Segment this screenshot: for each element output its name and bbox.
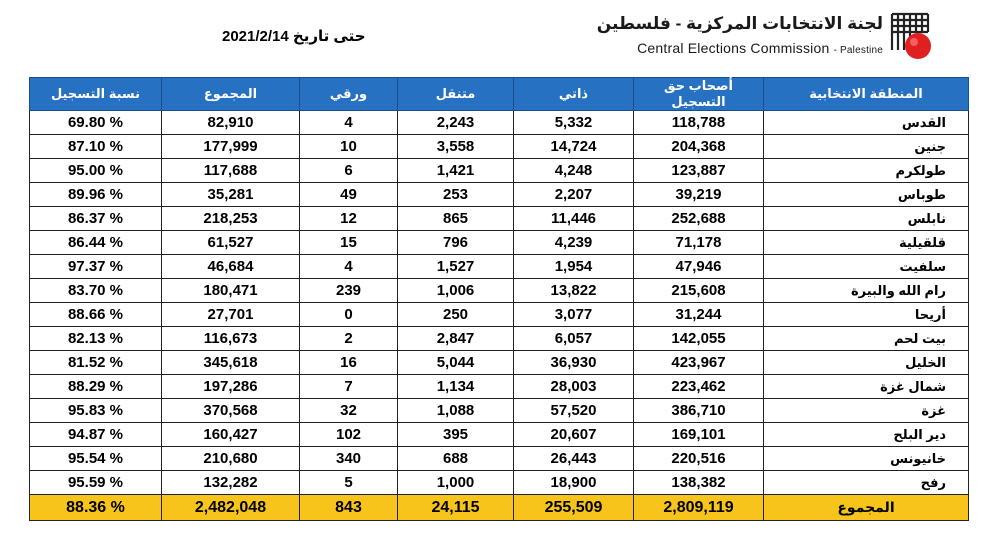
cell-paper: 239 [300, 279, 398, 303]
cell-self: 11,446 [514, 207, 634, 231]
cell-eligible: 386,710 [634, 399, 764, 423]
table-row [30, 447, 969, 471]
cell-mobile: 796 [398, 231, 514, 255]
col-header-rate: نسبة التسجيل [30, 78, 162, 111]
col-header-region: المنطقة الانتخابية [764, 78, 969, 111]
cell-mobile: 2,243 [398, 111, 514, 135]
table-row [30, 279, 969, 303]
table-row [30, 423, 969, 447]
cell-paper-total: 843 [300, 495, 398, 521]
cell-region: رام الله والبيرة [764, 279, 969, 303]
cell-eligible: 123,887 [634, 159, 764, 183]
cell-paper: 7 [300, 375, 398, 399]
cell-paper: 32 [300, 399, 398, 423]
cell-total: 177,999 [162, 135, 300, 159]
cell-paper: 4 [300, 111, 398, 135]
cell-total: 82,910 [162, 111, 300, 135]
cell-total: 180,471 [162, 279, 300, 303]
cell-total: 132,282 [162, 471, 300, 495]
cell-rate: 95.54 % [30, 447, 162, 471]
cell-eligible-total: 2,809,119 [634, 495, 764, 521]
cell-rate: 97.37 % [30, 255, 162, 279]
cell-eligible: 423,967 [634, 351, 764, 375]
cell-mobile: 1,088 [398, 399, 514, 423]
cell-rate: 81.52 % [30, 351, 162, 375]
cell-eligible: 39,219 [634, 183, 764, 207]
cell-eligible: 204,368 [634, 135, 764, 159]
cell-self: 18,900 [514, 471, 634, 495]
cell-mobile: 5,044 [398, 351, 514, 375]
cell-region: سلفيت [764, 255, 969, 279]
cell-self: 57,520 [514, 399, 634, 423]
cell-total: 27,701 [162, 303, 300, 327]
table-row [30, 327, 969, 351]
cell-self: 28,003 [514, 375, 634, 399]
cell-rate: 82.13 % [30, 327, 162, 351]
cell-self: 4,248 [514, 159, 634, 183]
cell-rate: 86.37 % [30, 207, 162, 231]
cell-total: 218,253 [162, 207, 300, 231]
cell-region: القدس [764, 111, 969, 135]
cell-rate: 69.80 % [30, 111, 162, 135]
table-row [30, 111, 969, 135]
cell-region: غزة [764, 399, 969, 423]
cell-paper: 6 [300, 159, 398, 183]
cell-total: 345,618 [162, 351, 300, 375]
cell-total-total: 2,482,048 [162, 495, 300, 521]
cell-mobile: 1,527 [398, 255, 514, 279]
cell-region: الخليل [764, 351, 969, 375]
cell-self: 36,930 [514, 351, 634, 375]
org-name-english [637, 40, 883, 56]
cell-mobile: 1,000 [398, 471, 514, 495]
cell-total: 46,684 [162, 255, 300, 279]
cell-total: 370,568 [162, 399, 300, 423]
cell-mobile: 865 [398, 207, 514, 231]
table-row [30, 399, 969, 423]
cell-total: 160,427 [162, 423, 300, 447]
cell-paper: 12 [300, 207, 398, 231]
table-row [30, 159, 969, 183]
cell-self: 6,057 [514, 327, 634, 351]
cell-rate-total: 88.36 % [30, 495, 162, 521]
cell-paper: 102 [300, 423, 398, 447]
col-header-self: ذاتي [514, 78, 634, 111]
table-row [30, 207, 969, 231]
cell-mobile: 1,134 [398, 375, 514, 399]
cell-rate: 88.66 % [30, 303, 162, 327]
registration-table [29, 77, 969, 521]
table-row [30, 471, 969, 495]
cell-region-total: المجموع [764, 495, 969, 521]
cell-rate: 89.96 % [30, 183, 162, 207]
cell-region: طوباس [764, 183, 969, 207]
cell-total: 210,680 [162, 447, 300, 471]
cell-self: 5,332 [514, 111, 634, 135]
cell-rate: 83.70 % [30, 279, 162, 303]
table-row [30, 255, 969, 279]
table-row [30, 375, 969, 399]
cell-paper: 49 [300, 183, 398, 207]
cell-rate: 95.00 % [30, 159, 162, 183]
cell-region: بيت لحم [764, 327, 969, 351]
cell-self-total: 255,509 [514, 495, 634, 521]
table-row [30, 231, 969, 255]
cell-rate: 94.87 % [30, 423, 162, 447]
table-row [30, 351, 969, 375]
cell-eligible: 47,946 [634, 255, 764, 279]
cell-self: 4,239 [514, 231, 634, 255]
cell-mobile-total: 24,115 [398, 495, 514, 521]
cell-eligible: 31,244 [634, 303, 764, 327]
cell-paper: 15 [300, 231, 398, 255]
cell-eligible: 220,516 [634, 447, 764, 471]
cell-region: طولكرم [764, 159, 969, 183]
cell-self: 20,607 [514, 423, 634, 447]
cell-self: 26,443 [514, 447, 634, 471]
date-label: حتى تاريخ 2021/2/14 [222, 28, 366, 45]
cell-total: 197,286 [162, 375, 300, 399]
cell-mobile: 1,006 [398, 279, 514, 303]
cell-mobile: 395 [398, 423, 514, 447]
cell-region: دير البلح [764, 423, 969, 447]
cell-eligible: 118,788 [634, 111, 764, 135]
cec-logo-icon [888, 10, 936, 64]
cell-paper: 2 [300, 327, 398, 351]
cell-eligible: 252,688 [634, 207, 764, 231]
cell-rate: 95.59 % [30, 471, 162, 495]
cell-rate: 86.44 % [30, 231, 162, 255]
cell-paper: 16 [300, 351, 398, 375]
cell-paper: 0 [300, 303, 398, 327]
cell-mobile: 253 [398, 183, 514, 207]
cell-mobile: 3,558 [398, 135, 514, 159]
totals-row [30, 495, 969, 521]
cell-region: أريحا [764, 303, 969, 327]
cell-eligible: 215,608 [634, 279, 764, 303]
table-header-row [30, 78, 969, 111]
col-header-total: المجموع [162, 78, 300, 111]
cell-region: خانيونس [764, 447, 969, 471]
col-header-mobile: متنقل [398, 78, 514, 111]
cell-total: 117,688 [162, 159, 300, 183]
cell-paper: 4 [300, 255, 398, 279]
org-name-arabic: لجنة الانتخابات المركزية - فلسطين [596, 14, 883, 33]
cell-mobile: 2,847 [398, 327, 514, 351]
cell-rate: 95.83 % [30, 399, 162, 423]
cell-eligible: 71,178 [634, 231, 764, 255]
cell-mobile: 250 [398, 303, 514, 327]
cell-rate: 87.10 % [30, 135, 162, 159]
cell-region: نابلس [764, 207, 969, 231]
cell-eligible: 138,382 [634, 471, 764, 495]
cell-self: 3,077 [514, 303, 634, 327]
col-header-eligible: أصحاب حق التسجيل [634, 78, 764, 111]
cell-region: شمال غزة [764, 375, 969, 399]
org-name-english-main: Central Elections Commission [637, 40, 830, 56]
cell-rate: 88.29 % [30, 375, 162, 399]
cell-region: قلقيلية [764, 231, 969, 255]
org-name-english-suffix: - Palestine [833, 45, 883, 56]
cell-mobile: 1,421 [398, 159, 514, 183]
cell-self: 14,724 [514, 135, 634, 159]
cell-eligible: 223,462 [634, 375, 764, 399]
cell-eligible: 169,101 [634, 423, 764, 447]
cell-paper: 340 [300, 447, 398, 471]
cell-mobile: 688 [398, 447, 514, 471]
cell-paper: 10 [300, 135, 398, 159]
cell-self: 2,207 [514, 183, 634, 207]
cell-total: 61,527 [162, 231, 300, 255]
cell-total: 35,281 [162, 183, 300, 207]
table-row [30, 135, 969, 159]
cell-region: رفح [764, 471, 969, 495]
table-row [30, 303, 969, 327]
cell-self: 13,822 [514, 279, 634, 303]
table-row [30, 183, 969, 207]
col-header-paper: ورقي [300, 78, 398, 111]
cell-total: 116,673 [162, 327, 300, 351]
cell-paper: 5 [300, 471, 398, 495]
cell-region: جنين [764, 135, 969, 159]
cell-eligible: 142,055 [634, 327, 764, 351]
cell-self: 1,954 [514, 255, 634, 279]
